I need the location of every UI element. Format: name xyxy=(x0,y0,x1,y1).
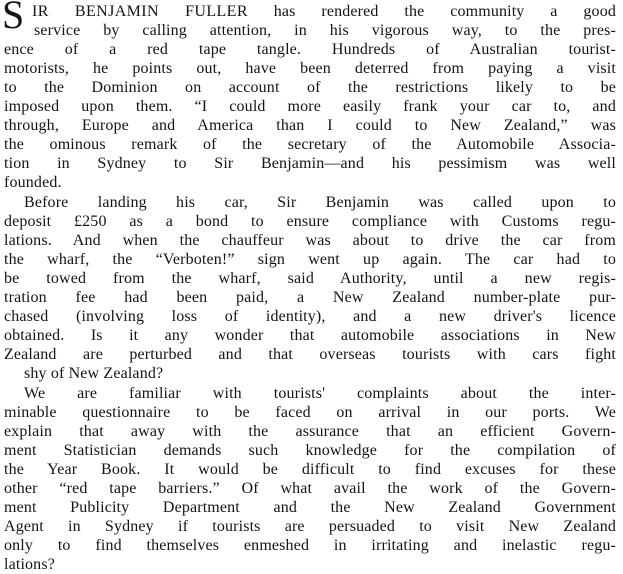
text-line: founded. xyxy=(4,174,62,191)
text-line: the Year Book. It would be difficult to find excuses for these xyxy=(4,461,616,478)
text-line: lations? xyxy=(4,556,55,573)
text-line: imposed upon them. “I could more easily frank your car to, and xyxy=(4,98,616,115)
text-line xyxy=(32,2,616,21)
text-line: ment Statistician demands such knowledge for the compilation of xyxy=(4,442,616,459)
lead-smallcaps: IR BENJAMIN FULLER xyxy=(32,3,248,20)
text-line: lations. And when the chauffeur was about to drive the car from xyxy=(4,232,616,249)
text-line: Zealand are perturbed and that overseas tourists with cars fight xyxy=(4,346,616,363)
text-line: the wharf, the “Verboten!” sign went up again. The car had to xyxy=(4,251,616,268)
text-line: ment Publicity Department and the New Zealand Government xyxy=(4,499,616,516)
text-line: explain that away with the assurance that an efficient Govern- xyxy=(4,423,616,440)
text-line: motorists, he points out, have been deterred from paying a visit xyxy=(4,60,616,77)
text-line: chased (involving loss of identity), and a new driver's licence xyxy=(4,308,616,325)
text-line: Agent in Sydney if tourists are persuaded to visit New Zealand xyxy=(4,518,616,535)
text-line: be towed from the wharf, said Authority, until a new regis- xyxy=(4,270,616,287)
text-line: tration fee had been paid, a New Zealand number-plate pur- xyxy=(4,289,616,306)
text-line: Before landing his car, Sir Benjamin was called upon to xyxy=(24,194,616,211)
text-line: shy of New Zealand? xyxy=(24,365,164,382)
text-line: the ominous remark of the secretary of the Automobile Associa- xyxy=(4,136,616,153)
text-line: through, Europe and America than I could to New Zealand,” was xyxy=(4,117,616,134)
drop-cap: S xyxy=(2,0,25,37)
text-line: deposit £250 as a bond to ensure compliance with Customs regu- xyxy=(4,213,616,230)
text-line: minable questionnaire to be faced on arrival in our ports. We xyxy=(4,404,616,421)
line-text: has rendered the community a good xyxy=(247,3,616,20)
text-line: obtained. Is it any wonder that automobile associations in New xyxy=(4,327,616,344)
text-line: We are familiar with tourists' complaints about the inter- xyxy=(24,385,616,402)
text-line: ence of a red tape tangle. Hundreds of Australian tourist- xyxy=(4,41,616,58)
text-line: tion in Sydney to Sir Benjamin—and his pessimism was well xyxy=(4,155,616,172)
text-line: only to find themselves enmeshed in irritating and inelastic regu- xyxy=(4,537,616,554)
text-line: other “red tape barriers.” Of what avail the work of the Govern- xyxy=(4,480,616,497)
text-line: to the Dominion on account of the restrictions likely to be xyxy=(4,79,616,96)
text-line: service by calling attention, in his vigorous way, to the pres- xyxy=(34,22,616,39)
